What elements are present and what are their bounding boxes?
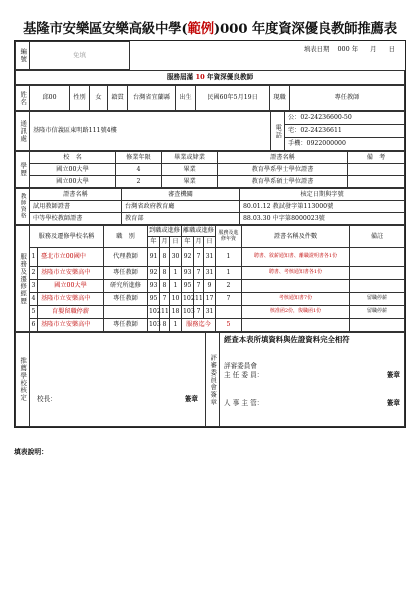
history-cell: 103 bbox=[148, 319, 160, 332]
history-role bbox=[104, 306, 148, 319]
year-unit: 年 bbox=[351, 44, 359, 53]
history-cell: 92 bbox=[148, 267, 160, 280]
history-end-header: 離職或進修 bbox=[182, 226, 216, 237]
history-cell: 102 bbox=[182, 293, 194, 306]
edu-cell: 2 bbox=[116, 176, 162, 188]
history-remark-header: 備註 bbox=[350, 226, 405, 248]
birth-value: 民國60年5月19日 bbox=[196, 86, 270, 111]
officer-label: 人 事 主 管： bbox=[224, 398, 264, 407]
table-row bbox=[16, 280, 405, 293]
signature-table bbox=[15, 332, 405, 427]
committee-label: 評審委員會 bbox=[224, 361, 257, 370]
history-cell: 31 bbox=[204, 248, 216, 267]
sex-value: 女 bbox=[90, 86, 108, 111]
table-row bbox=[16, 267, 405, 280]
review-label: 評審委員會簽章 bbox=[206, 333, 220, 427]
birth-label: 出生 bbox=[176, 86, 196, 111]
history-role: 專任教師 bbox=[104, 319, 148, 332]
edu-header-years: 修業年限 bbox=[116, 152, 162, 164]
table-row bbox=[16, 213, 405, 225]
history-cell: 7 bbox=[160, 293, 170, 306]
title-prefix: 基隆市安樂區安樂高級中學( bbox=[23, 21, 188, 37]
history-cell: 9 bbox=[204, 280, 216, 293]
edu-header-status: 畢業或肄業 bbox=[162, 152, 218, 164]
recommend-cell bbox=[30, 333, 206, 427]
footnote: 填表說明： bbox=[14, 448, 48, 456]
history-years: 2 bbox=[216, 280, 242, 293]
history-cell: 7 bbox=[194, 248, 204, 267]
end-month-header: 月 bbox=[194, 237, 204, 248]
history-cell: 11 bbox=[160, 306, 170, 319]
history-no: 2 bbox=[30, 267, 38, 280]
history-school: 國立00大學 bbox=[38, 280, 104, 293]
history-school: 基隆市立安樂高中 bbox=[38, 319, 104, 332]
principal-seal: 簽章 bbox=[184, 395, 198, 404]
phone-office: 公：02-24236600-50 bbox=[285, 112, 405, 125]
edu-header-cert: 證書名稱 bbox=[218, 152, 348, 164]
serial-value: 免填 bbox=[73, 50, 86, 59]
history-cell: 11 bbox=[194, 293, 204, 306]
table-row bbox=[16, 319, 405, 332]
service-prefix: 服務屆滿 bbox=[166, 72, 194, 81]
qual-header-date: 核定日期與字號 bbox=[240, 189, 405, 201]
history-cell: 8 bbox=[160, 280, 170, 293]
history-role: 代理教師 bbox=[104, 248, 148, 267]
qualification-table bbox=[15, 188, 405, 225]
table-row bbox=[16, 306, 405, 319]
address-value: 基隆市信義區東明路111號4樓 bbox=[30, 112, 271, 151]
history-start-header: 到職或進修 bbox=[148, 226, 182, 237]
qual-cell: 80.01.12 教試發字第113000號 bbox=[240, 201, 405, 213]
origin-value: 台灣省宜蘭縣 bbox=[128, 86, 176, 111]
service-banner bbox=[16, 71, 405, 85]
edu-cell: 畢業 bbox=[162, 164, 218, 176]
history-cell: 10 bbox=[170, 293, 182, 306]
end-day-header: 日 bbox=[204, 237, 216, 248]
history-cell: 91 bbox=[148, 248, 160, 267]
qual-header-agency: 審查機關 bbox=[122, 189, 240, 201]
fill-date bbox=[130, 42, 406, 70]
history-cell: 8 bbox=[160, 248, 170, 267]
edu-cell: 畢業 bbox=[162, 176, 218, 188]
day-unit: 日 bbox=[388, 44, 395, 53]
history-cert: 考核通知書7份 bbox=[242, 293, 350, 306]
start-day-header: 日 bbox=[170, 237, 182, 248]
history-remark bbox=[350, 267, 405, 280]
table-row bbox=[16, 176, 405, 188]
history-remark bbox=[350, 248, 405, 267]
review-check-text: 經查本表所填資料與佐證資料完全相符 bbox=[224, 335, 350, 344]
history-remark: 留職停薪 bbox=[350, 293, 405, 306]
chair-label: 主 任 委 員： bbox=[224, 371, 264, 380]
edu-header-school: 校 名 bbox=[30, 152, 116, 164]
history-remark bbox=[350, 319, 405, 332]
address-label: 通訊處 bbox=[16, 112, 30, 151]
history-years: 1 bbox=[216, 267, 242, 280]
service-table bbox=[15, 70, 405, 85]
history-years: 7 bbox=[216, 293, 242, 306]
history-years: 5 bbox=[216, 319, 242, 332]
edu-cell bbox=[348, 176, 405, 188]
history-role: 專任教師 bbox=[104, 293, 148, 306]
history-school-header: 服務及遷修學校名稱 bbox=[30, 226, 104, 248]
history-cell: 93 bbox=[148, 280, 160, 293]
history-cell: 31 bbox=[204, 267, 216, 280]
history-cell: 1 bbox=[170, 280, 182, 293]
phone-mobile: 手機：0922000000 bbox=[285, 138, 405, 151]
education-table bbox=[15, 151, 405, 188]
history-cell: 1 bbox=[170, 319, 182, 332]
history-school: 基隆市立安樂高中 bbox=[38, 267, 104, 280]
history-cell: 7 bbox=[194, 267, 204, 280]
history-school: 基隆市立安樂高中 bbox=[38, 293, 104, 306]
history-cell: 8 bbox=[160, 319, 170, 332]
history-cell: 30 bbox=[170, 248, 182, 267]
principal-label: 校長： bbox=[37, 395, 57, 404]
history-table bbox=[15, 225, 405, 332]
recommendation-form bbox=[14, 40, 406, 428]
edu-cell: 國立00大學 bbox=[30, 176, 116, 188]
history-no: 3 bbox=[30, 280, 38, 293]
title-suffix: )000 年度資深優良教師推薦表 bbox=[213, 21, 397, 37]
qual-header-cert: 證書名稱 bbox=[30, 189, 122, 201]
recommend-label: 推薦學校核定 bbox=[16, 333, 30, 427]
education-label: 學歷 bbox=[16, 152, 30, 188]
history-no: 1 bbox=[30, 248, 38, 267]
history-cell: 93 bbox=[182, 267, 194, 280]
fill-date-label: 填表日期 bbox=[303, 44, 330, 53]
service-suffix: 年資深優良教師 bbox=[207, 72, 254, 81]
job-title-label: 現職 bbox=[270, 86, 290, 111]
history-label: 服務及遷修經歷 bbox=[16, 226, 30, 332]
history-remark bbox=[350, 280, 405, 293]
month-unit: 月 bbox=[370, 44, 377, 53]
start-year-header: 年 bbox=[148, 237, 160, 248]
edu-cell: 教育學系學士學位證書 bbox=[218, 164, 348, 176]
history-cell: 7 bbox=[194, 280, 204, 293]
sex-label: 性別 bbox=[70, 86, 90, 111]
contact-table bbox=[15, 111, 405, 151]
serial-label: 編號 bbox=[16, 42, 30, 70]
history-cell: 92 bbox=[182, 248, 194, 267]
fill-date-year: 000 bbox=[337, 44, 350, 53]
history-years bbox=[216, 306, 242, 319]
phone-label: 電話 bbox=[271, 112, 285, 151]
edu-cell: 國立00大學 bbox=[30, 164, 116, 176]
history-role-header: 職 別 bbox=[104, 226, 148, 248]
history-cell: 31 bbox=[204, 306, 216, 319]
history-school: 育嬰留職停薪 bbox=[38, 306, 104, 319]
table-row bbox=[16, 201, 405, 213]
edu-cell bbox=[348, 164, 405, 176]
history-years: 1 bbox=[216, 248, 242, 267]
qual-cell: 教育部 bbox=[122, 213, 240, 225]
review-cell bbox=[220, 333, 405, 427]
qualification-label: 教師資格 bbox=[16, 189, 30, 225]
job-title-value: 專任教師 bbox=[290, 86, 405, 111]
history-cell: 17 bbox=[204, 293, 216, 306]
end-year-header: 年 bbox=[182, 237, 194, 248]
history-no: 5 bbox=[30, 306, 38, 319]
name-value: 邱00 bbox=[30, 86, 70, 111]
title-highlight: 範例 bbox=[187, 21, 214, 37]
qual-cell: 台灣省政府教育廳 bbox=[122, 201, 240, 213]
history-cert bbox=[242, 319, 350, 332]
history-school: 臺北市立00國中 bbox=[38, 248, 104, 267]
origin-label: 籍貫 bbox=[108, 86, 128, 111]
history-cell: 8 bbox=[160, 267, 170, 280]
history-role: 研究所進修 bbox=[104, 280, 148, 293]
start-month-header: 月 bbox=[160, 237, 170, 248]
history-cell: 1 bbox=[170, 267, 182, 280]
header-table bbox=[15, 41, 405, 70]
qual-cell: 中等學校教師證書 bbox=[30, 213, 122, 225]
edu-cell: 4 bbox=[116, 164, 162, 176]
history-cell: 102 bbox=[148, 306, 160, 319]
history-cert: 聘書、考核通知書各1份 bbox=[242, 267, 350, 280]
history-years-header: 服務及進修年資 bbox=[216, 226, 242, 248]
officer-seal: 簽章 bbox=[386, 398, 400, 407]
history-cert: 聘書、敘薪通知書、離職證明書各1份 bbox=[242, 248, 350, 267]
personal-table bbox=[15, 85, 405, 111]
history-until-now: 服務迄今 bbox=[182, 319, 216, 332]
edu-cell: 教育學系碩士學位證書 bbox=[218, 176, 348, 188]
history-cert: 核准函2份，復職函1份 bbox=[242, 306, 350, 319]
qual-cell: 88.03.30 中字第8000023號 bbox=[240, 213, 405, 225]
history-cell: 95 bbox=[182, 280, 194, 293]
history-cell: 18 bbox=[170, 306, 182, 319]
service-years: 10 bbox=[195, 72, 205, 81]
serial-cell bbox=[30, 42, 130, 70]
history-cert bbox=[242, 280, 350, 293]
history-no: 6 bbox=[30, 319, 38, 332]
table-row bbox=[16, 248, 405, 267]
edu-header-remark: 備 考 bbox=[348, 152, 405, 164]
phone-home: 宅：02-24236611 bbox=[285, 125, 405, 138]
table-row bbox=[16, 164, 405, 176]
table-row bbox=[16, 293, 405, 306]
history-no: 4 bbox=[30, 293, 38, 306]
chair-seal: 簽章 bbox=[386, 371, 400, 380]
history-remark: 留職停薪 bbox=[350, 306, 405, 319]
qual-cell: 試用教師證書 bbox=[30, 201, 122, 213]
name-label: 姓名 bbox=[16, 86, 30, 111]
history-cell: 95 bbox=[148, 293, 160, 306]
history-cell: 103 bbox=[182, 306, 194, 319]
history-cell: 7 bbox=[194, 306, 204, 319]
page-title bbox=[14, 18, 406, 37]
history-role: 專任教師 bbox=[104, 267, 148, 280]
history-cert-header: 證書名稱及件數 bbox=[242, 226, 350, 248]
